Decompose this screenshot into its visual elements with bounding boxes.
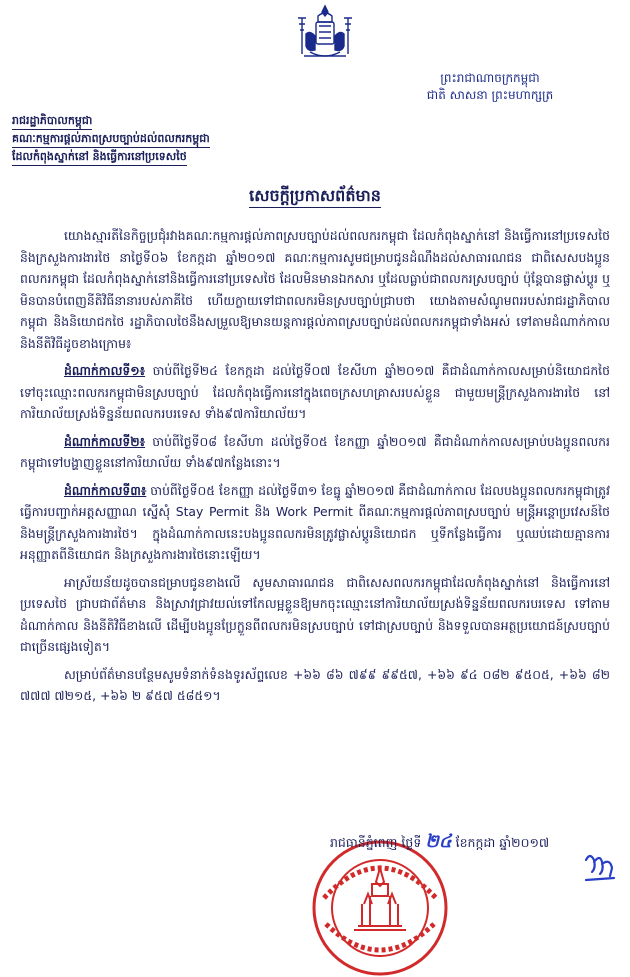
issuing-authority: [12, 113, 332, 167]
kingdom-name: ព្រះរាជាណាចក្រកម្ពុជា: [440, 71, 540, 85]
phase-1-label: ដំណាក់កាលទី១៖: [64, 363, 146, 378]
phase-3-text: ចាប់ពីថ្ងៃទី០៥ ខែកញ្ញា ដល់ថ្ងៃទី៣១ ខែធ្នូ ឆ្នាំ២០១៧ គឺជាដំណាក់កាល ដែលបងប្អូនពលករកម្ពុជាត្រូវធ្វើការបញ្ជាក់អត្តសញ្ញាណ ស្នើសុំ Stay Permit និង Work Permit ពីគណៈកម្មការផ្តល់ភាពស្របច្បាប់ មន្ត្រីអន្តោប្រវេសន៍ថៃ និងមន្ត្រីក្រសួងការងារថៃ។ ក្នុងដំណាក់កាលនេះបងប្អូនពលករមិនត្រូវផ្លាស់ប្តូរនិយោជក ឬទីកន្លែងធ្វើការ ឬឈប់ដោយគ្មានការអនុញ្ញាតពីនិយោជក និងក្រសួងការងារថៃនោះឡើយ។: [20, 482, 610, 562]
phase-2-text: ចាប់ពីថ្ងៃទី០៨ ខែសីហា ដល់ថ្ងៃទី០៥ ខែកញ្ញា ឆ្នាំ២០១៧ គឺជាដំណាក់កាលសម្រាប់បងប្អូនពលករកម្ពុជាទៅបង្ហាញខ្លួននៅការិយាល័យ ទាំង៩៧កន្លែងនោះ។: [20, 433, 610, 470]
kingdom-heading: [360, 70, 620, 104]
dateline-prefix: រាជធានីភ្នំពេញ ថ្ងៃទី: [330, 835, 422, 850]
dateline-day: ២៤: [425, 831, 452, 852]
national-motto: ជាតិ សាសនា ព្រះមហាក្សត្រ: [426, 88, 554, 102]
official-seal-icon: [310, 838, 450, 977]
dateline-suffix: ខែកក្កដា ឆ្នាំ២០១៧: [455, 835, 550, 850]
committee-scope: ដែលកំពុងស្នាក់នៅ និងធ្វើការនៅប្រទេសថៃ: [12, 149, 187, 166]
government-name: រាជរដ្ឋាភិបាលកម្ពុជា: [12, 113, 92, 130]
phase-1-text: ចាប់ពីថ្ងៃទី២៤ ខែកក្កដា ដល់ថ្ងៃទី០៧ ខែសីហា ឆ្នាំ២០១៧ គឺជាដំណាក់កាលសម្រាប់និយោជកថៃទៅចុះឈ្មោះពលករកម្ពុជាមិនស្របច្បាប់ ដែលកំពុងធ្វើការនៅក្នុងពេចក្រសហគ្រាសរបស់ខ្លួន ជាមួយមន្ត្រីក្រសួងការងារថៃ នៅការិយាល័យស្រង់ទិន្នន័យពលករបរទេស ទាំង៩៧ការិយាល័យ។: [20, 363, 610, 421]
signature-icon: [580, 846, 620, 886]
phase-3-paragraph: [20, 480, 610, 566]
closing-paragraph: អាស្រ័យន័យដូចបានជម្រាបជូនខាងលើ សូមសាធារណជន ជាពិសេសពលករកម្ពុជាដែលកំពុងស្នាក់នៅ និងធ្វើការនៅប្រទេសថៃ ជ្រាបជាព័ត៌មាន និងស្រាវជ្រាវយល់ទៅកែលម្អខ្លួនឱ្យមកចុះឈ្មោះនៅការិយាល័យស្រង់ទិន្នន័យពលករបរទេស ទៅតាមដំណាក់កាល និងនីតិវិធីខាងលើ ដើម្បីបងប្អូនប្រែក្លួនពីពលករមិនស្របច្បាប់ ទៅជាស្របច្បាប់ និងទទួលបានអត្ថប្រយោជន៍ស្របច្បាប់ជាច្រើនផ្សេងទៀត។: [20, 574, 610, 654]
phase-2-label: ដំណាក់កាលទី២៖: [64, 433, 146, 449]
document-title: សេចក្តីប្រកាសព័ត៌មាន: [249, 186, 381, 208]
dateline: [330, 829, 549, 856]
royal-arms-icon: [288, 4, 362, 64]
contact-paragraph: សម្រាប់ព័ត៌មានបន្ថែមសូមទំនាក់ទំនងទូរស័ព្ទលេខ +៦៦ ៨៦ ៧៩៩ ៩៩៥៧, +៦៦ ៩៤ ០៨២ ៩៥០៥, +៦៦ ៨២ ៧៧៧ ៧២១៥, +៦៦ ២ ៩៥៧ ៥៨៥១។: [20, 666, 610, 703]
phase-3-label: ដំណាក់កាលទី៣៖: [64, 482, 147, 498]
committee-name: គណៈកម្មការផ្តល់ភាពស្របច្បាប់ដល់ពលករកម្ពុជា: [12, 131, 210, 148]
document-body: [20, 225, 610, 719]
intro-paragraph: យោងស្មារតីនៃកិច្ចប្រជុំរវាងគណៈកម្មការផ្តល់ភាពស្របច្បាប់ដល់ពលករកម្ពុជា ដែលកំពុងស្នាក់នៅ និងធ្វើការនៅប្រទេសថៃ និងក្រសួងការងារថៃ នាថ្ងៃទី០៦ ខែកក្កដា ឆ្នាំ២០១៧ គណៈកម្មការសូមជម្រាបជូនដំណឹងដល់សាធារណជន ជាពិសេសបងប្អូនពលករកម្ពុជា ដែលកំពុងស្នាក់នៅនិងធ្វើការនៅប្រទេសថៃ ដែលមិនមានឯកសារ ឬដែលធ្លាប់ជាពលករស្របច្បាប់ ប៉ុន្តែបានផ្លាស់ប្តូរ ឬមិនបានបំពេញនីតិវិធីនានារបស់ភាគីថៃ ហើយក្លាយទៅជាពលករមិនស្របច្បាប់ជ្រាបថា យោងតាមសំណូមពររបស់រាជរដ្ឋាភិបាលកម្ពុជា និងនិយោជកថៃ រដ្ឋាភិបាលថៃនឹងសម្រួលឱ្យមានយន្តការផ្តល់ភាពស្របច្បាប់ដល់ពលករកម្ពុជាទាំងអស់ ទៅតាមដំណាក់កាល និងនីតិវិធីដូចខាងក្រោម៖: [20, 228, 610, 351]
document-title-wrap: [0, 185, 630, 209]
phase-1-paragraph: [20, 360, 610, 425]
phase-2-paragraph: [20, 431, 610, 474]
